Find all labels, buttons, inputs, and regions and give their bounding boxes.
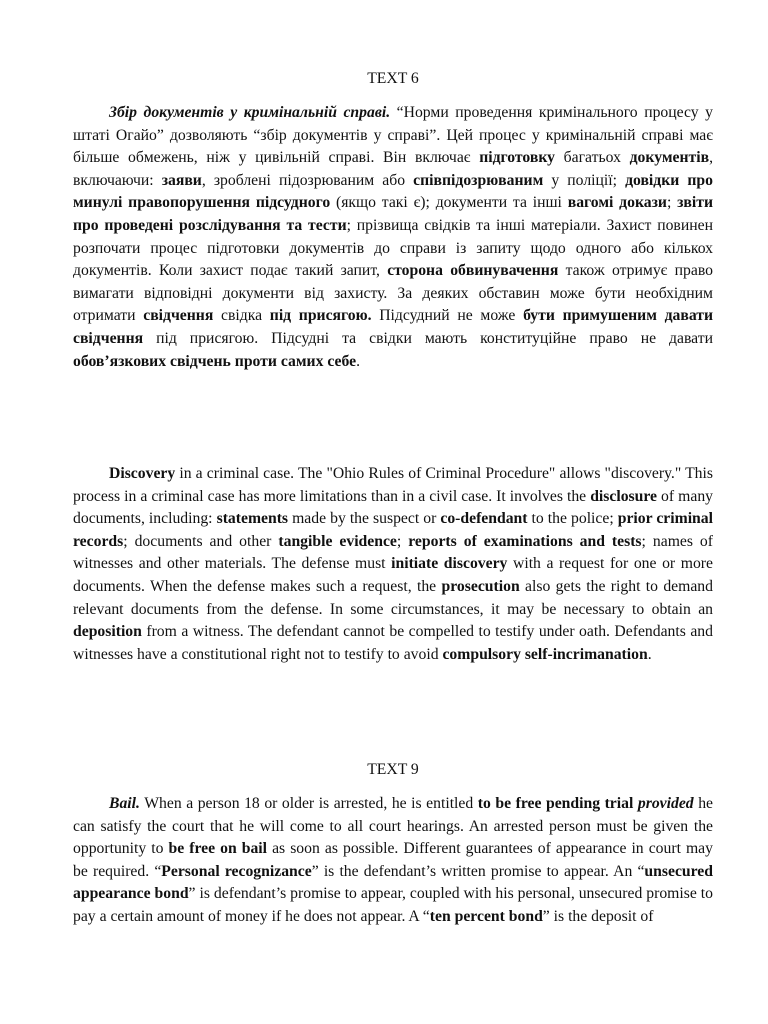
text-run: ” is the deposit of xyxy=(542,907,654,925)
bold-term: свідчення xyxy=(143,307,214,325)
text-run: “Норми проведення кримінального процесу у штаті Огайо” дозволяють “збір документів у справі”. Цей процес у кримінальній справі має більше обмежень, ніж у цивільній справі. Він включає xyxy=(73,104,714,167)
text-run: as soon as possible. Different guarantees of appearance in court may be required. “ xyxy=(73,840,713,880)
bold-term: prosecution xyxy=(441,577,520,595)
bold-term: statements xyxy=(216,510,289,528)
bold-term: initiate discovery xyxy=(391,555,508,573)
text-run: багатьох xyxy=(555,149,630,167)
bold-term: disclosure xyxy=(590,487,658,505)
text-run: When a person 18 or older is arrested, he is entitled xyxy=(139,795,478,812)
text-run: (якщо такі є); документи та інші xyxy=(330,194,568,212)
text-run: he can satisfy the court that he will come to all court hearings. An arrested person must be given the opportunity to xyxy=(73,795,714,858)
text-run: ” is defendant’s promise to appear, coupled with his personal, unsecured promise to pay a certain amount of money if he does not appear. A “ xyxy=(73,885,713,925)
bold-term: ten percent bond xyxy=(429,907,543,925)
text6-ukrainian-paragraph xyxy=(73,102,713,373)
bold-term: документів xyxy=(629,149,710,167)
text-run: свідка xyxy=(213,307,270,325)
text6-title: TEXT 6 xyxy=(367,70,419,87)
text-run: ; прізвища свідків та інші матеріали. Захист повинен розпочати процес підготовки документів до справи із запиту щодо одного або кількох документів. Коли захист подає такий запит, xyxy=(73,216,713,280)
text-run: , включаючи: xyxy=(73,149,713,189)
bold-term: co-defendant xyxy=(440,510,528,528)
bold-term: compulsory self-incrimanation xyxy=(442,645,648,663)
bold-term: Discovery xyxy=(109,465,176,482)
bold-term: під присягою. xyxy=(269,307,372,325)
text-run: під присягою. Підсудні та свідки мають конституційне право не давати xyxy=(143,329,713,347)
text-run: у поліції; xyxy=(543,171,626,189)
text-run: also gets the right to demand relevant documents from the defense. In some circumstances, it may be necessary to obtain an xyxy=(73,577,713,618)
bold-italic-term: provided xyxy=(637,795,694,812)
text-run: made by the suspect or xyxy=(288,510,441,528)
text6-english-paragraph xyxy=(73,463,713,666)
bold-term: бути примушеним давати свідчення xyxy=(73,307,713,347)
bold-term: обов’язкових свідчень проти самих себе xyxy=(73,352,357,370)
text-run: ; documents and other xyxy=(123,532,279,550)
text-run: with a request for one or more documents. When the defense makes such a request, the xyxy=(73,555,713,595)
bold-term: заяви xyxy=(161,171,202,189)
text-run: ; xyxy=(396,532,409,550)
bold-term: unsecured appearance bond xyxy=(73,862,713,903)
text-run: ” is the defendant’s written promise to appear. An “ xyxy=(311,862,645,880)
bold-term: reports of examinations and tests xyxy=(408,532,642,550)
text-run: in a criminal case. The "Ohio Rules of Criminal Procedure" allows "discovery." This process in a criminal case has more limitations than in a civil case. It involves the xyxy=(73,465,713,505)
text-run: ; xyxy=(666,194,678,212)
text9-english-paragraph xyxy=(73,793,713,929)
bold-term: підготовку xyxy=(479,149,555,167)
bold-term: довідки про минулі правопорушення підсудного xyxy=(73,171,713,212)
bold-italic-term: Збір документів у кримінальній справі. xyxy=(109,104,391,121)
bold-term: звіти про проведені розслідування та тести xyxy=(73,194,714,234)
text-run: , зроблені підозрюваним або xyxy=(201,171,414,189)
text9-title: TEXT 9 xyxy=(367,761,419,778)
bold-term: be free on bail xyxy=(168,840,268,858)
text-run: from a witness. The defendant cannot be compelled to testify under oath. Defendants and witnesses have a constitutional right not to testify to avoid xyxy=(73,623,713,663)
bold-italic-term: Bail. xyxy=(109,795,140,812)
bold-term: to be free pending trial xyxy=(477,795,634,812)
bold-term: Personal recognizance xyxy=(161,862,312,880)
bold-term: співпідозрюваним xyxy=(413,171,544,189)
text-run: of many documents, including: xyxy=(73,487,714,528)
text-run: також отримує право вимагати відповідні документи від захисту. За деяких обставин може бути необхідним отримати xyxy=(73,262,713,325)
text-run: . xyxy=(356,352,360,370)
bold-term: вагомі докази xyxy=(567,194,667,212)
text-run: to the police; xyxy=(527,510,618,528)
bold-term: deposition xyxy=(73,623,142,641)
bold-term: tangible evidence xyxy=(278,532,397,550)
bold-term: сторона обвинувачення xyxy=(387,262,559,280)
text-run: Підсудний не може xyxy=(371,307,524,325)
text-run: ; names of witnesses and other materials. The defense must xyxy=(73,532,714,573)
bold-term: prior criminal records xyxy=(73,510,713,550)
text-run: . xyxy=(647,645,652,663)
